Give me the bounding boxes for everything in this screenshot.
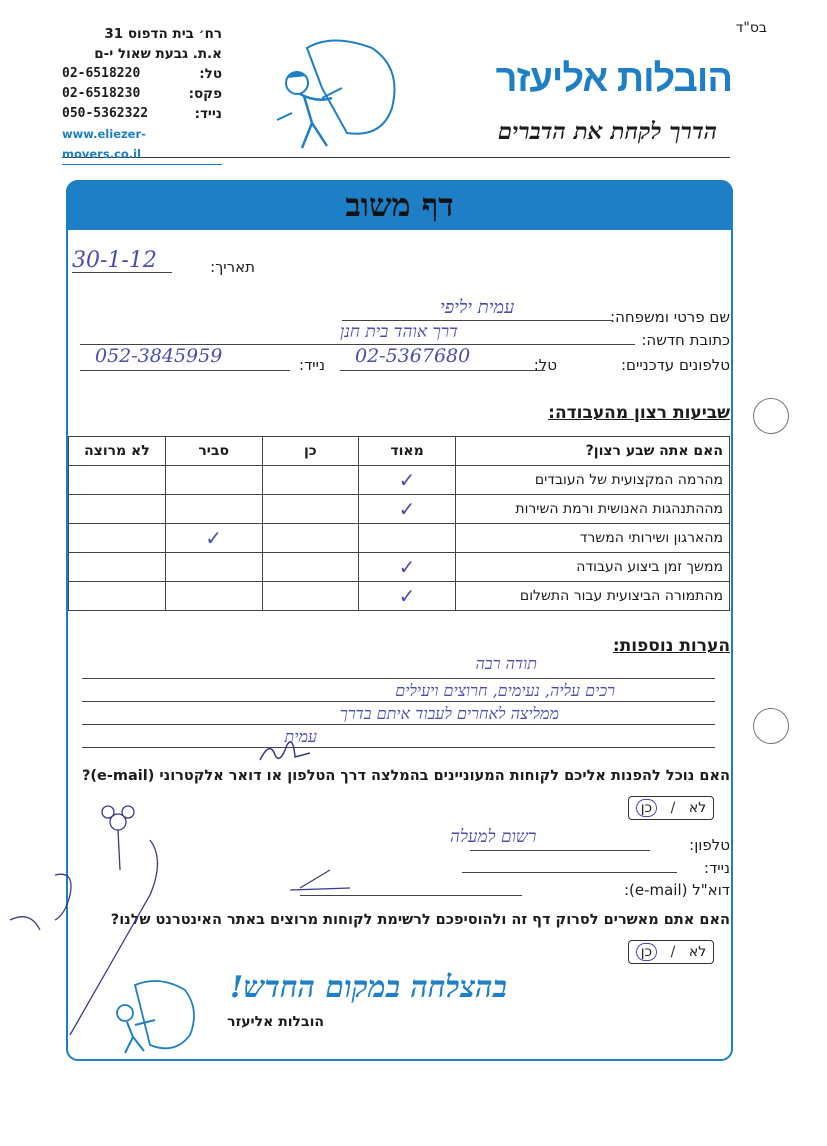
website-link[interactable]: www.eliezer-movers.co.il: [62, 124, 222, 165]
referral-mobile-line: [462, 872, 677, 873]
rating-cell-fair[interactable]: [165, 524, 262, 553]
rating-cell-unsatisfied[interactable]: [69, 582, 166, 611]
rating-cell-yes[interactable]: [262, 582, 359, 611]
checkmark-icon: ✓: [398, 497, 416, 521]
rating-cell-yes[interactable]: [262, 553, 359, 582]
phones-label: טלפונים עדכניים:: [620, 356, 730, 374]
table-row: [69, 466, 730, 495]
rating-cell-fair[interactable]: [165, 553, 262, 582]
referral-phone-label: טלפון:: [689, 836, 730, 854]
note-line-1: [82, 678, 715, 679]
referral-phone-line: [470, 850, 650, 851]
tel-label: טל:: [533, 356, 557, 374]
name-field[interactable]: עמית יליפי: [440, 297, 515, 318]
checkmark-icon: ✓: [398, 584, 416, 608]
rating-cell-unsatisfied[interactable]: [69, 466, 166, 495]
note-text-1[interactable]: תודה רבה: [475, 654, 537, 673]
rating-cell-yes[interactable]: [262, 495, 359, 524]
referral-yes-no[interactable]: לא / כן: [628, 796, 714, 820]
rating-cell-fair[interactable]: [165, 466, 262, 495]
mobile-field-label: נייד:: [299, 356, 325, 374]
referral-mobile-label: נייד:: [704, 859, 730, 877]
checkmark-icon: ✓: [398, 468, 416, 492]
bsd-mark: בס"ד: [735, 20, 767, 36]
mobile-line: [80, 370, 290, 371]
rating-cell-fair[interactable]: [165, 495, 262, 524]
rating-cell-very[interactable]: [359, 553, 456, 582]
consent-no-option[interactable]: לא: [688, 944, 707, 960]
table-row: [69, 495, 730, 524]
mobile-field[interactable]: 052-3845959: [95, 345, 223, 367]
address-field[interactable]: דרך אוהד בית חנן: [340, 322, 458, 342]
col-fair: סביר: [165, 437, 262, 466]
table-row: [69, 524, 730, 553]
rating-cell-yes[interactable]: [262, 524, 359, 553]
contact-block: [62, 24, 222, 165]
fax-label: פקס:: [188, 86, 222, 102]
binder-hole-bottom: [753, 708, 789, 744]
note-text-3[interactable]: ממליצה לאחרים לעבוד איתם בדרך: [339, 704, 559, 723]
row-question: מההתנהגות האנושית ורמת השירות: [455, 495, 729, 524]
consent-yes-no[interactable]: לא / כן: [628, 940, 714, 964]
col-unsatisfied: לא מרוצה: [69, 437, 166, 466]
binder-hole-top: [753, 398, 789, 434]
row-question: מהתמורה הביצועית עבור התשלום: [455, 582, 729, 611]
rating-cell-fair[interactable]: [165, 582, 262, 611]
mascot-mover-icon: [262, 28, 412, 158]
row-question: מהארגון ושירותי המשרד: [455, 524, 729, 553]
checkmark-icon: ✓: [205, 526, 223, 550]
note-line-4: [82, 747, 715, 748]
address-label: כתובת חדשה:: [641, 331, 730, 349]
rating-cell-yes[interactable]: [262, 466, 359, 495]
footer-signature: הובלות אליעזר: [227, 1014, 324, 1030]
col-question: האם אתה שבע רצון?: [455, 437, 729, 466]
referral-phone-field[interactable]: רשום למעלה: [450, 827, 537, 847]
rating-cell-very[interactable]: [359, 495, 456, 524]
note-line-2: [82, 701, 715, 702]
row-question: ממשך זמן ביצוע העבודה: [455, 553, 729, 582]
checkmark-icon: ✓: [398, 555, 416, 579]
consent-yes-option[interactable]: כן: [636, 943, 657, 961]
note-text-2[interactable]: רכים עליה, נעימים, חרוצים ויעילים: [395, 681, 615, 700]
name-line: [342, 320, 612, 321]
rating-cell-very[interactable]: [359, 466, 456, 495]
name-label: שם פרטי ומשפחה:: [610, 308, 730, 326]
referral-no-option[interactable]: לא: [688, 800, 707, 816]
address-line-2: א.ת. גבעת שאול י-ם: [94, 46, 222, 62]
notes-title: הערות נוספות:: [612, 636, 730, 656]
date-label: תאריך:: [210, 258, 255, 276]
address-line-1: רח׳ בית הדפוס 31: [104, 26, 222, 42]
table-row: [69, 582, 730, 611]
fax-number: 02-6518230: [62, 86, 141, 101]
tel-field[interactable]: 02-5367680: [355, 345, 471, 367]
rating-cell-unsatisfied[interactable]: [69, 553, 166, 582]
footer-slogan: בהצלחה במקום החדש!: [229, 970, 507, 1005]
mobile-number: 050-5362322: [62, 106, 149, 121]
company-slogan: הדרך לקחת את הדברים: [497, 118, 717, 145]
referral-yes-option[interactable]: כן: [636, 799, 657, 817]
form-title: דף משוב: [345, 186, 454, 224]
rating-cell-very[interactable]: [359, 524, 456, 553]
table-row: [69, 553, 730, 582]
pen-doodle-icon: [0, 800, 360, 1060]
date-field[interactable]: 30-1-12: [72, 248, 157, 273]
consent-question: האם אתם מאשרים לסרוק דף זה ולהוסיפכם לרשימת לקוחות מרוצים באתר האינטרנט שלנו?: [110, 912, 730, 928]
form-title-banner: [66, 180, 733, 230]
row-question: מהרמה המקצועית של העובדים: [455, 466, 729, 495]
signature-scribble-icon: [255, 735, 315, 765]
mobile-label: נייד:: [194, 106, 222, 122]
satisfaction-title: שביעות רצון מהעבודה:: [548, 403, 730, 423]
phone-label: טל:: [199, 66, 222, 82]
referral-question: האם נוכל להפנות אליכם לקוחות המעוניינים בהמלצה דרך הטלפון או דואר אלקטרוני (e-mail)?: [81, 768, 730, 784]
note-text-4[interactable]: עמית: [284, 727, 317, 746]
table-header-row: [69, 437, 730, 466]
rating-cell-very[interactable]: [359, 582, 456, 611]
satisfaction-table: [68, 436, 730, 611]
col-very: מאוד: [359, 437, 456, 466]
company-name: הובלות אליעזר: [495, 58, 732, 100]
col-yes: כן: [262, 437, 359, 466]
rating-cell-unsatisfied[interactable]: [69, 524, 166, 553]
referral-email-label: דוא"ל (e-mail):: [623, 881, 730, 899]
note-line-3: [82, 724, 715, 725]
phone-number: 02-6518220: [62, 66, 141, 81]
rating-cell-unsatisfied[interactable]: [69, 495, 166, 524]
tel-line: [340, 370, 545, 371]
